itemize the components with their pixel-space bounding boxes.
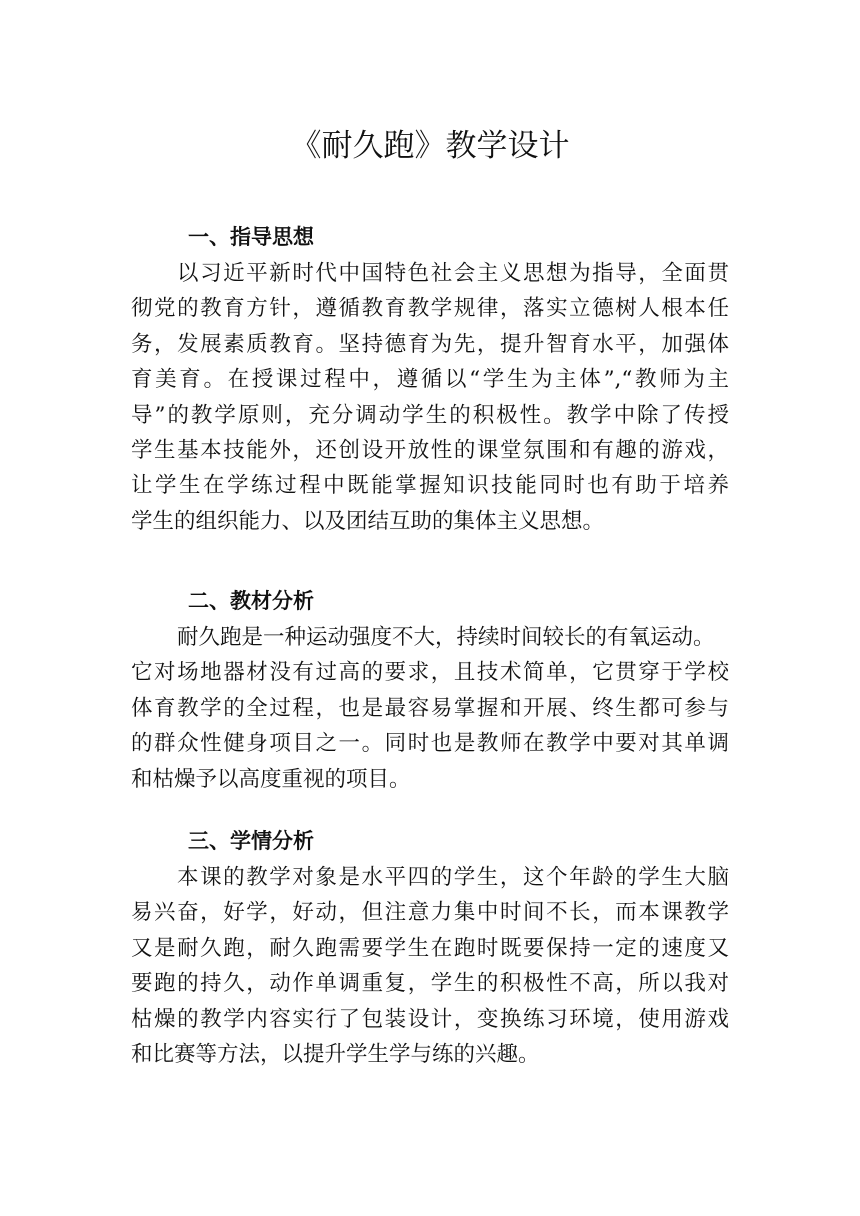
paragraph-line: 耐久跑是一种运动强度不大，持续时间较长的有氧运动。 [177, 625, 715, 650]
paragraph-line: 体育教学的全过程，也是最容易掌握和开展、终生都可参与 [131, 695, 729, 721]
paragraph-line: 和比赛等方法，以提升学生学与练的兴趣。 [131, 1042, 540, 1068]
paragraph-line: 它对场地器材没有过高的要求，且技术简单，它贯穿于学校 [131, 660, 729, 686]
paragraph-line: 导”的教学原则，充分调动学生的积极性。教学中除了传授 [131, 402, 729, 428]
section-paragraph-learner-analysis [131, 860, 751, 1072]
paragraph-line: 易兴奋，好学，好动，但注意力集中时间不长，而本课教学 [131, 900, 729, 926]
paragraph-line: 学生的组织能力、以及团结互助的集体主义思想。 [131, 508, 605, 534]
paragraph-line: 让学生在学练过程中既能掌握知识技能同时也有助于培养 [131, 473, 729, 499]
paragraph-line: 要跑的持久，动作单调重复，学生的积极性不高，所以我对 [131, 971, 729, 997]
section-paragraph-guiding-ideology [131, 256, 751, 539]
section-heading-material-analysis: 二、教材分析 [188, 589, 314, 613]
paragraph-line: 务，发展素质教育。坚持德育为先，提升智育水平，加强体 [131, 331, 729, 357]
paragraph-line: 育美育。在授课过程中，遵循以“学生为主体”,“教师为主 [131, 367, 729, 393]
section-heading-learner-analysis: 三、学情分析 [188, 829, 314, 853]
paragraph-line: 本课的教学对象是水平四的学生，这个年龄的学生大脑 [177, 865, 729, 890]
paragraph-line: 彻党的教育方针，遵循教育教学规律，落实立德树人根本任 [131, 296, 729, 322]
section-paragraph-material-analysis [131, 620, 751, 797]
paragraph-line: 学生基本技能外，还创设开放性的课堂氛围和有趣的游戏， [131, 438, 729, 464]
document-title: 《耐久跑》教学设计 [290, 127, 570, 164]
paragraph-line: 以习近平新时代中国特色社会主义思想为指导，全面贯 [177, 261, 729, 286]
paragraph-line: 的群众性健身项目之一。同时也是教师在教学中要对其单调 [131, 731, 729, 757]
section-heading-guiding-ideology: 一、指导思想 [188, 225, 314, 249]
paragraph-line: 和枯燥予以高度重视的项目。 [131, 766, 411, 792]
paragraph-line: 枯燥的教学内容实行了包装设计，变换练习环境，使用游戏 [131, 1006, 729, 1032]
paragraph-line: 又是耐久跑，耐久跑需要学生在跑时既要保持一定的速度又 [131, 935, 729, 961]
